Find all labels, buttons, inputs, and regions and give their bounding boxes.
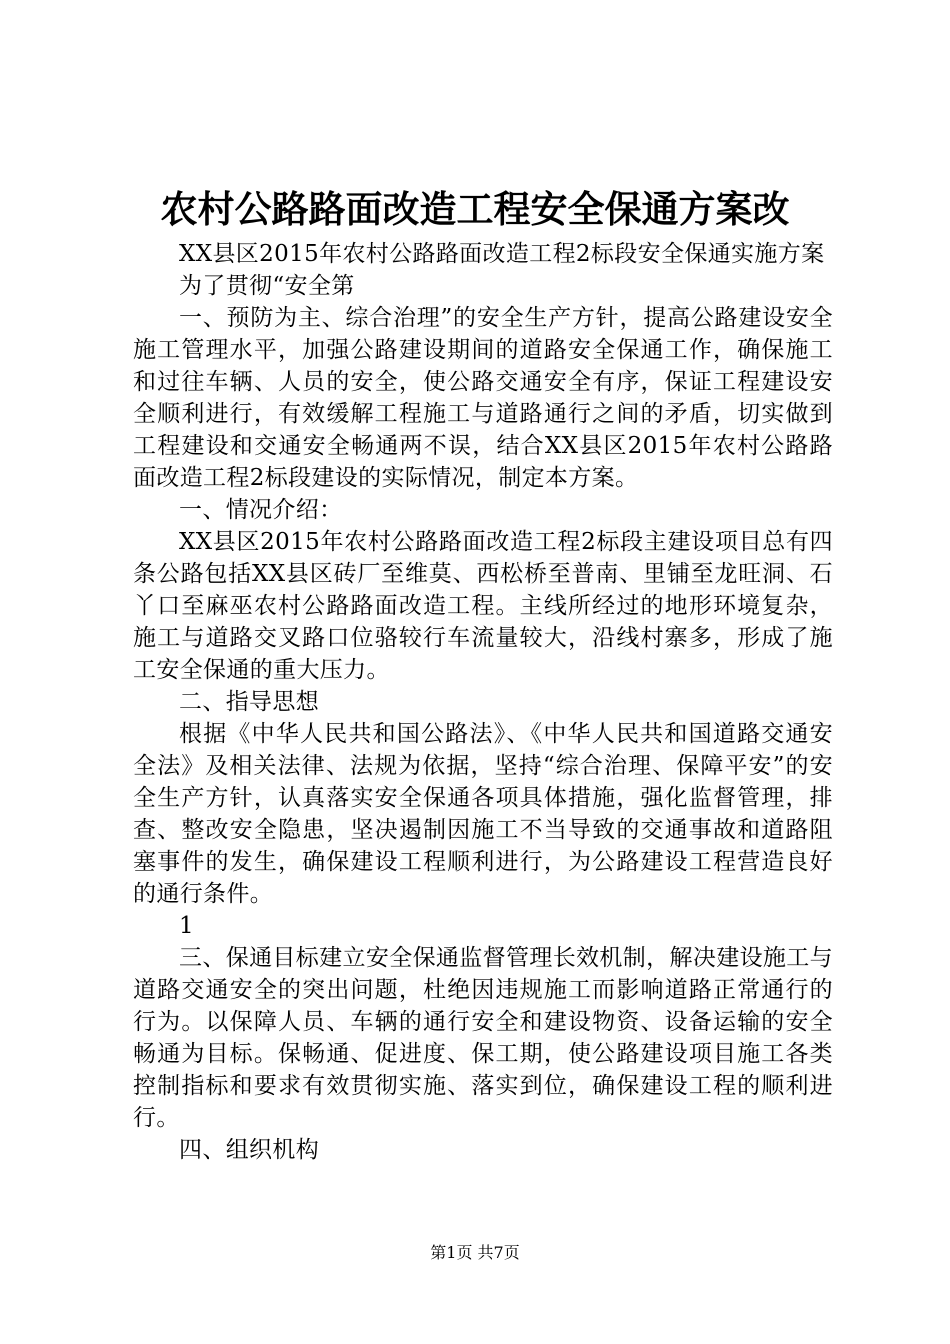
- goal-paragraph: 三、保通目标建立安全保通监督管理长效机制，解决建设施工与道路交通安全的突出问题，杜绝因违规施工而影响道路正常通行的行为。以保障人员、车辆的通行安全和建设物资、设备运输的安全畅通为目标。保畅通、促进度、保工期，使公路建设项目施工各类控制指标和要求有效贯彻实施、落实到位，确保建设工程的顺利进行。: [133, 945, 833, 1131]
- document-title: 农村公路路面改造工程安全保通方案改: [160, 187, 790, 231]
- guidance-paragraph: 根据《中华人民共和国公路法》、《中华人民共和国道路交通安全法》及相关法律、法规为依据，坚持“综合治理、保障平安”的安全生产方针，认真落实安全保通各项具体措施，强化监督管理，排查、整改安全隐患，坚决遏制因施工不当导致的交通事故和道路阻塞事件的发生，确保建设工程顺利进行，为公路建设工程营造良好的通行条件。: [133, 721, 833, 907]
- section-heading-4: 四、组织机构: [179, 1137, 320, 1163]
- section-heading-2: 二、指导思想: [179, 689, 320, 715]
- page-footer: 第1页 共7页: [430, 1243, 520, 1262]
- situation-paragraph: XX县区2015年农村公路路面改造工程2标段主建设项目总有四条公路包括XX县区砖厂至维莫、西松桥至普南、里铺至龙旺洞、石丫口至麻巫农村公路路面改造工程。主线所经过的地形环境复杂，施工与道路交叉路口位骆较行车流量较大，沿线村寨多，形成了施工安全保通的重大压力。: [133, 529, 833, 683]
- subtitle-paragraph: XX县区2015年农村公路路面改造工程2标段安全保通实施方案: [179, 241, 825, 267]
- inline-page-number: 1: [179, 913, 194, 939]
- section-heading-1: 一、情况介绍：: [179, 497, 343, 523]
- intro-line: 为了贯彻“安全第: [179, 273, 355, 299]
- document-body: [133, 238, 833, 1166]
- purpose-paragraph: 一、预防为主、综合治理”的安全生产方针，提高公路建设安全施工管理水平，加强公路建设期间的道路安全保通工作，确保施工和过往车辆、人员的安全，使公路交通安全有序，保证工程建设安全顺利进行，有效缓解工程施工与道路通行之间的矛盾，切实做到工程建设和交通安全畅通两不误，结合XX县区2015年农村公路路面改造工程2标段建设的实际情况，制定本方案。: [133, 305, 833, 491]
